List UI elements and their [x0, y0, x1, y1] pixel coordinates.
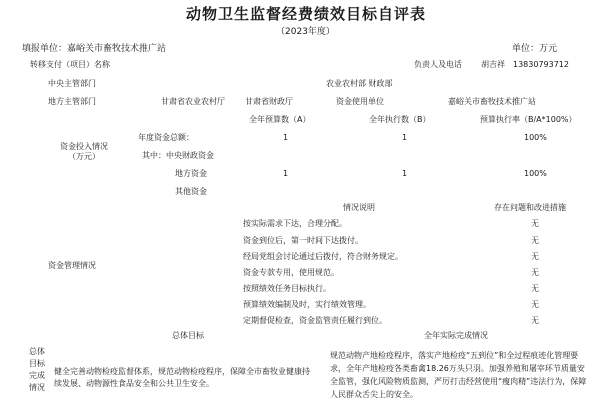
goal-side-label: 总体 目标 完成 情况 [29, 347, 45, 392]
fund-row-total-annual: 1 [283, 133, 289, 142]
contact-name: 胡吉祥 [481, 60, 505, 69]
management-row-4-issue: 无 [531, 268, 539, 277]
money-unit: 单位：万元 [512, 44, 558, 54]
reporting-unit: 填报单位：嘉峪关市畜牧技术推广站 [22, 44, 167, 54]
management-row-7-text: 定期督促检查，资金监管责任履行到位。 [243, 316, 387, 325]
fund-row-central-name: 其中：中央财政资金 [142, 151, 214, 160]
management-row-1-text: 按实际需求下达，合理分配。 [243, 219, 347, 228]
central-dept-value: 农业农村部 财政部 [326, 79, 393, 88]
management-row-7-issue: 无 [531, 316, 539, 325]
col-execution-rate: 预算执行率（B/A*100%） [480, 115, 577, 124]
col-issues: 存在问题和改进措施 [494, 203, 566, 212]
central-dept-label: 中央主管部门 [48, 79, 96, 88]
management-row-2-issue: 无 [531, 236, 539, 245]
fund-row-local-name: 地方资金 [175, 169, 207, 178]
actual-completion-header: 全年实际完成情况 [424, 331, 488, 340]
funds-section-label: 资金投入情况 （万元） [60, 142, 108, 161]
fund-row-local-rate: 100% [524, 169, 547, 178]
contact-phone: 13830793712 [513, 60, 569, 69]
actual-completion-text: 规范动物产地检疫程序，落实产地检疫“五到位”和全过程痕迹化管理要求，全年产地检疫各类畜禽18.26万头只羽。加强养殖和屠宰环节质量安全监管，强化风险物质监测，严厉打击经营使用“瘦肉精”违法行为，保障人民群众舌尖上的安全。 [330, 351, 587, 399]
fund-row-local-annual: 1 [283, 169, 289, 178]
local-dept-value-1: 甘肃省农业农村厅 [161, 97, 225, 106]
overall-goal-header: 总体目标 [172, 331, 204, 340]
management-row-5-issue: 无 [531, 284, 539, 293]
fund-user-label: 资金使用单位 [336, 97, 384, 106]
col-annual-budget: 全年预算数（A） [249, 115, 311, 124]
management-row-4-text: 资金专款专用，使用规范。 [243, 268, 339, 277]
fund-row-local-executed: 1 [402, 169, 408, 178]
overall-goal-text: 健全完善动物检疫监督体系，规范动物检疫程序，保障全市畜牧业健康持续发展、动物源性食品安全和公共卫生安全。 [54, 367, 310, 388]
contact-label: 负责人及电话 [414, 60, 462, 69]
fund-row-total-executed: 1 [402, 133, 408, 142]
col-annual-executed: 全年执行数（B） [369, 115, 431, 124]
management-row-3-text: 经局党组会讨论通过后拨付，符合财务规定。 [243, 252, 403, 261]
local-dept-label: 地方主管部门 [48, 97, 96, 106]
fund-user-value: 嘉峪关市畜牧技术推广站 [448, 97, 536, 106]
project-name-label: 转移支付（项目）名称 [30, 60, 110, 69]
local-dept-value-2: 甘肃省财政厅 [245, 97, 293, 106]
page-title: 动物卫生监督经费绩效目标自评表 [186, 5, 427, 23]
fund-row-other-name: 其他资金 [175, 187, 207, 196]
report-year: （2023年度） [276, 27, 335, 37]
management-row-5-text: 按照绩效任务目标执行。 [243, 284, 331, 293]
management-row-2-text: 资金到位后，第一时间下达拨付。 [243, 236, 363, 245]
fund-row-total-rate: 100% [524, 133, 547, 142]
management-section-label: 资金管理情况 [48, 261, 96, 270]
management-row-6-issue: 无 [531, 300, 539, 309]
fund-row-total-name: 年度资金总额： [138, 133, 194, 142]
management-row-6-text: 预算绩效编制及时，实行绩效管理。 [243, 300, 371, 309]
management-row-1-issue: 无 [531, 219, 539, 228]
management-row-3-issue: 无 [531, 252, 539, 261]
col-situation: 情况说明 [343, 203, 375, 212]
